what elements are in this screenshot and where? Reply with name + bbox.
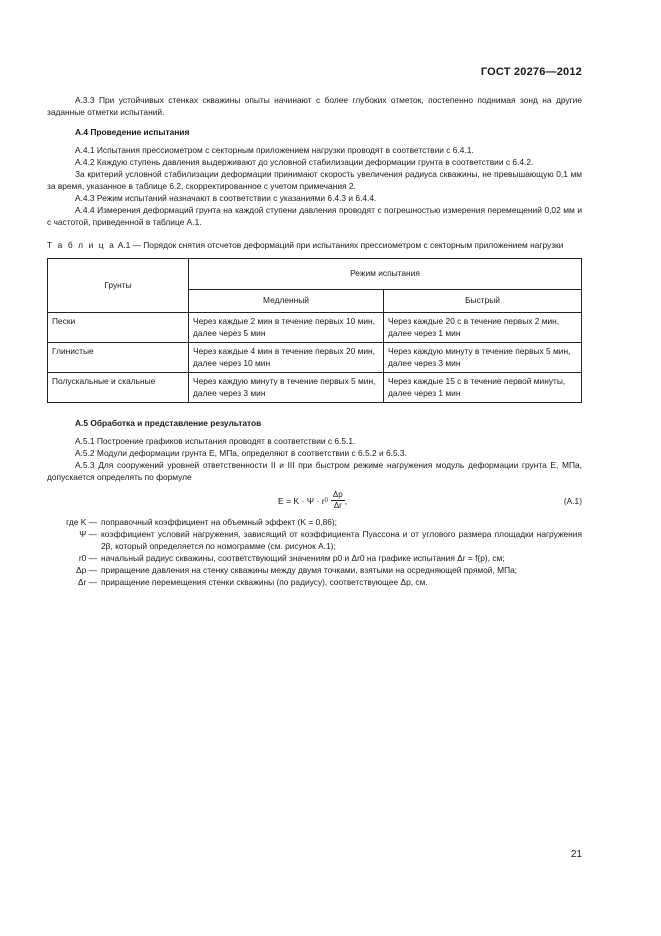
symbol-description: приращение давления на стенку скважины между двумя точками, взятыми на осредняющей прямой, МПа; bbox=[101, 565, 518, 575]
symbol: Ψ — bbox=[79, 529, 97, 539]
formula-numerator: Δp bbox=[332, 490, 343, 499]
table-a1 bbox=[47, 258, 582, 403]
formula-a1 bbox=[47, 488, 582, 514]
paragraph-a33: А.3.3 При устойчивых стенках скважины опыты начинают с более глубоких отметок, постепенно поднимая зонд на другие заданные отметки испытаний. bbox=[47, 95, 582, 117]
table-row bbox=[48, 313, 582, 343]
table-row bbox=[48, 373, 582, 403]
table-caption-label: Т а б л и ц а bbox=[47, 240, 116, 250]
symbol: где K — bbox=[66, 517, 97, 527]
formula-fraction bbox=[331, 490, 348, 511]
header-slow: Медленный bbox=[189, 290, 384, 313]
cell-soil: Пески bbox=[48, 313, 189, 343]
table-caption bbox=[47, 239, 582, 251]
cell-slow: Через каждую минуту в течение первых 5 мин, далее через 3 мин bbox=[189, 373, 384, 403]
header-soils: Грунты bbox=[48, 259, 189, 313]
symbol-description: начальный радиус скважины, соответствующий значениям p0 и Δr0 на графике испытания Δr = f(p), см; bbox=[101, 553, 505, 563]
symbol-description: приращение перемещения стенки скважины (по радиусу), соответствующее Δp, см. bbox=[101, 577, 428, 587]
paragraph-a43: А.4.3 Режим испытаний назначают в соответствии с указаниями 6.4.3 и 6.4.4. bbox=[75, 193, 377, 203]
formula-trail: , bbox=[344, 495, 348, 506]
symbol-description: поправочный коэффициент на объемный эффект (K = 0,86); bbox=[101, 517, 338, 527]
symbol-definitions bbox=[47, 516, 582, 588]
paragraph-a53: А.5.3 Для сооружений уровней ответственности II и III при быстром режиме нагружения модуль деформации грунта E, МПа, допускается определять по формуле bbox=[47, 460, 582, 482]
header-test-mode: Режим испытания bbox=[189, 259, 582, 290]
page-content bbox=[47, 94, 582, 588]
header-fast: Быстрый bbox=[384, 290, 582, 313]
formula-lhs: E = K · Ψ · r bbox=[278, 495, 325, 506]
cell-fast: Через каждые 20 с в течение первых 2 мин, далее через 1 мин bbox=[384, 313, 582, 343]
symbol: r0 — bbox=[78, 553, 97, 563]
cell-fast: Через каждые 15 с в течение первой минуты, далее через 1 мин bbox=[384, 373, 582, 403]
paragraph-a41: А.4.1 Испытания прессиометром с секторным приложением нагрузки проводят в соответствии с 6.4.1. bbox=[75, 145, 474, 155]
table-row bbox=[48, 343, 582, 373]
formula-denominator: Δr bbox=[333, 501, 342, 510]
formula-r-subscript: 0 bbox=[324, 497, 328, 504]
paragraph-a44: А.4.4 Измерения деформаций грунта на каждой ступени давления проводят с погрешностью измерения перемещений 0,02 мм и с частотой, приведенной в таблице А.1. bbox=[47, 205, 582, 227]
formula-expression bbox=[278, 490, 347, 511]
paragraph-a52: А.5.2 Модули деформации грунта E, МПа, определяют в соответствии с 6.5.2 и 6.5.3. bbox=[75, 448, 407, 458]
cell-slow: Через каждые 4 мин в течение первых 20 мин, далее через 10 мин bbox=[189, 343, 384, 373]
page-number: 21 bbox=[570, 849, 582, 860]
paragraph-criterion: За критерий условной стабилизации деформации принимают скорость увеличения радиуса скважины, не превышающую 0,1 мм за время, указанное в таблице 6.2, скорректированное с учетом примечания 2. bbox=[47, 169, 582, 191]
paragraph-a42: А.4.2 Каждую ступень давления выдерживают до условной стабилизации деформации грунта в соответствии с 6.4.2. bbox=[75, 157, 534, 167]
formula-number: (А.1) bbox=[563, 496, 582, 506]
cell-soil: Глинистые bbox=[48, 343, 189, 373]
standard-code-header: ГОСТ 20276—2012 bbox=[480, 66, 582, 78]
section-a4-title: А.4 Проведение испытания bbox=[75, 127, 190, 137]
cell-slow: Через каждые 2 мин в течение первых 10 мин, далее через 5 мин bbox=[189, 313, 384, 343]
cell-fast: Через каждую минуту в течение первых 5 мин, далее через 3 мин bbox=[384, 343, 582, 373]
symbol: Δr — bbox=[77, 577, 97, 587]
section-a5-title: А.5 Обработка и представление результатов bbox=[75, 418, 262, 428]
cell-soil: Полускальные и скальные bbox=[48, 373, 189, 403]
symbol-description: коэффициент условий нагружения, зависящий от коэффициента Пуассона и от углового размера площадки нагружения 2β, который определяется по номограмме (см. рисунок А.1); bbox=[101, 529, 582, 551]
paragraph-a51: А.5.1 Построение графиков испытания проводят в соответствии с 6.5.1. bbox=[75, 436, 356, 446]
symbol: Δp — bbox=[76, 565, 97, 575]
table-caption-text: А.1 — Порядок снятия отсчетов деформаций при испытаниях прессиометром с секторным приложением нагрузки bbox=[117, 240, 564, 250]
